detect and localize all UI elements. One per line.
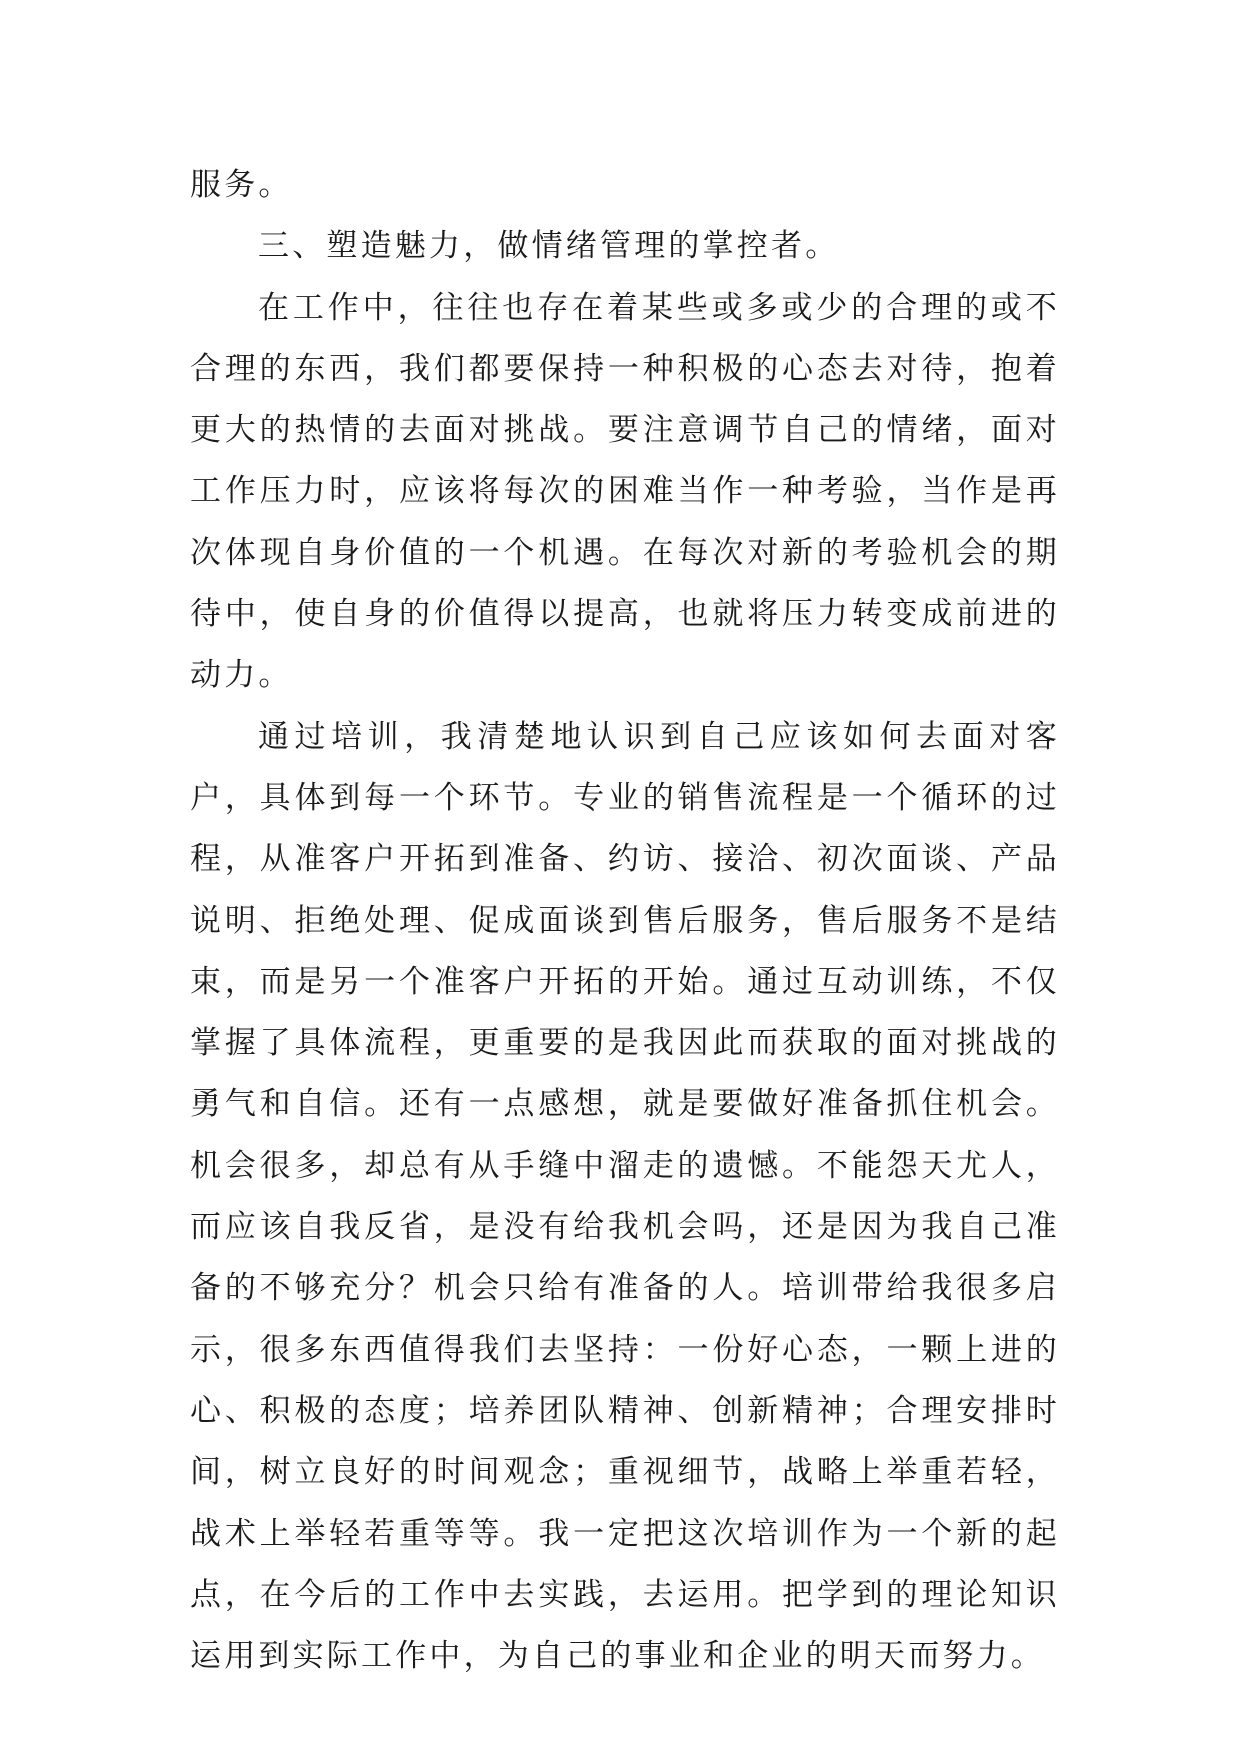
section-heading: 三、塑造魅力，做情绪管理的掌控者。 <box>258 228 840 265</box>
paragraph-training-reflection: 通过培训，我清楚地认识到自己应该如何去面对客户，具体到每一个环节。专业的销售流程是一个循环的过程，从准客户开拓到准备、约访、接洽、初次面谈、产品说明、拒绝处理、促成面谈到售后服务，售后服务不是结束，而是另一个准客户开拓的开始。通过互动训练，不仅掌握了具体流程，更重要的是我因此而获取的面对挑战的勇气和自信。还有一点感想，就是要做好准备抓住机会。机会很多，却总有从手缝中溜走的遗憾。不能怨天尤人，而应该自我反省，是没有给我机会吗，还是因为我自己准备的不够充分？机会只给有准备的人。培训带给我很多启示，很多东西值得我们去坚持：一份好心态，一颗上进的心、积极的态度；培养团队精神、创新精神；合理安排时间，树立良好的时间观念；重视细节，战略上举重若轻，战术上举轻若重等等。我一定把这次培训作为一个新的起点，在今后的工作中去实践，去运用。把学到的理论知识运用到实际工作中，为自己的事业和企业的明天而努力。 <box>190 718 1060 1675</box>
paragraph-emotion-management: 在工作中，往往也存在着某些或多或少的合理的或不合理的东西，我们都要保持一种积极的心态去对待，抱着更大的热情的去面对挑战。要注意调节自己的情绪，面对工作压力时，应该将每次的困难当作一种考验，当作是再次体现自身价值的一个机遇。在每次对新的考验机会的期待中，使自身的价值得以提高，也就将压力转变成前进的动力。 <box>190 289 1060 694</box>
paragraph-continuation: 服务。 <box>190 167 293 203</box>
document-body <box>190 155 1060 1687</box>
